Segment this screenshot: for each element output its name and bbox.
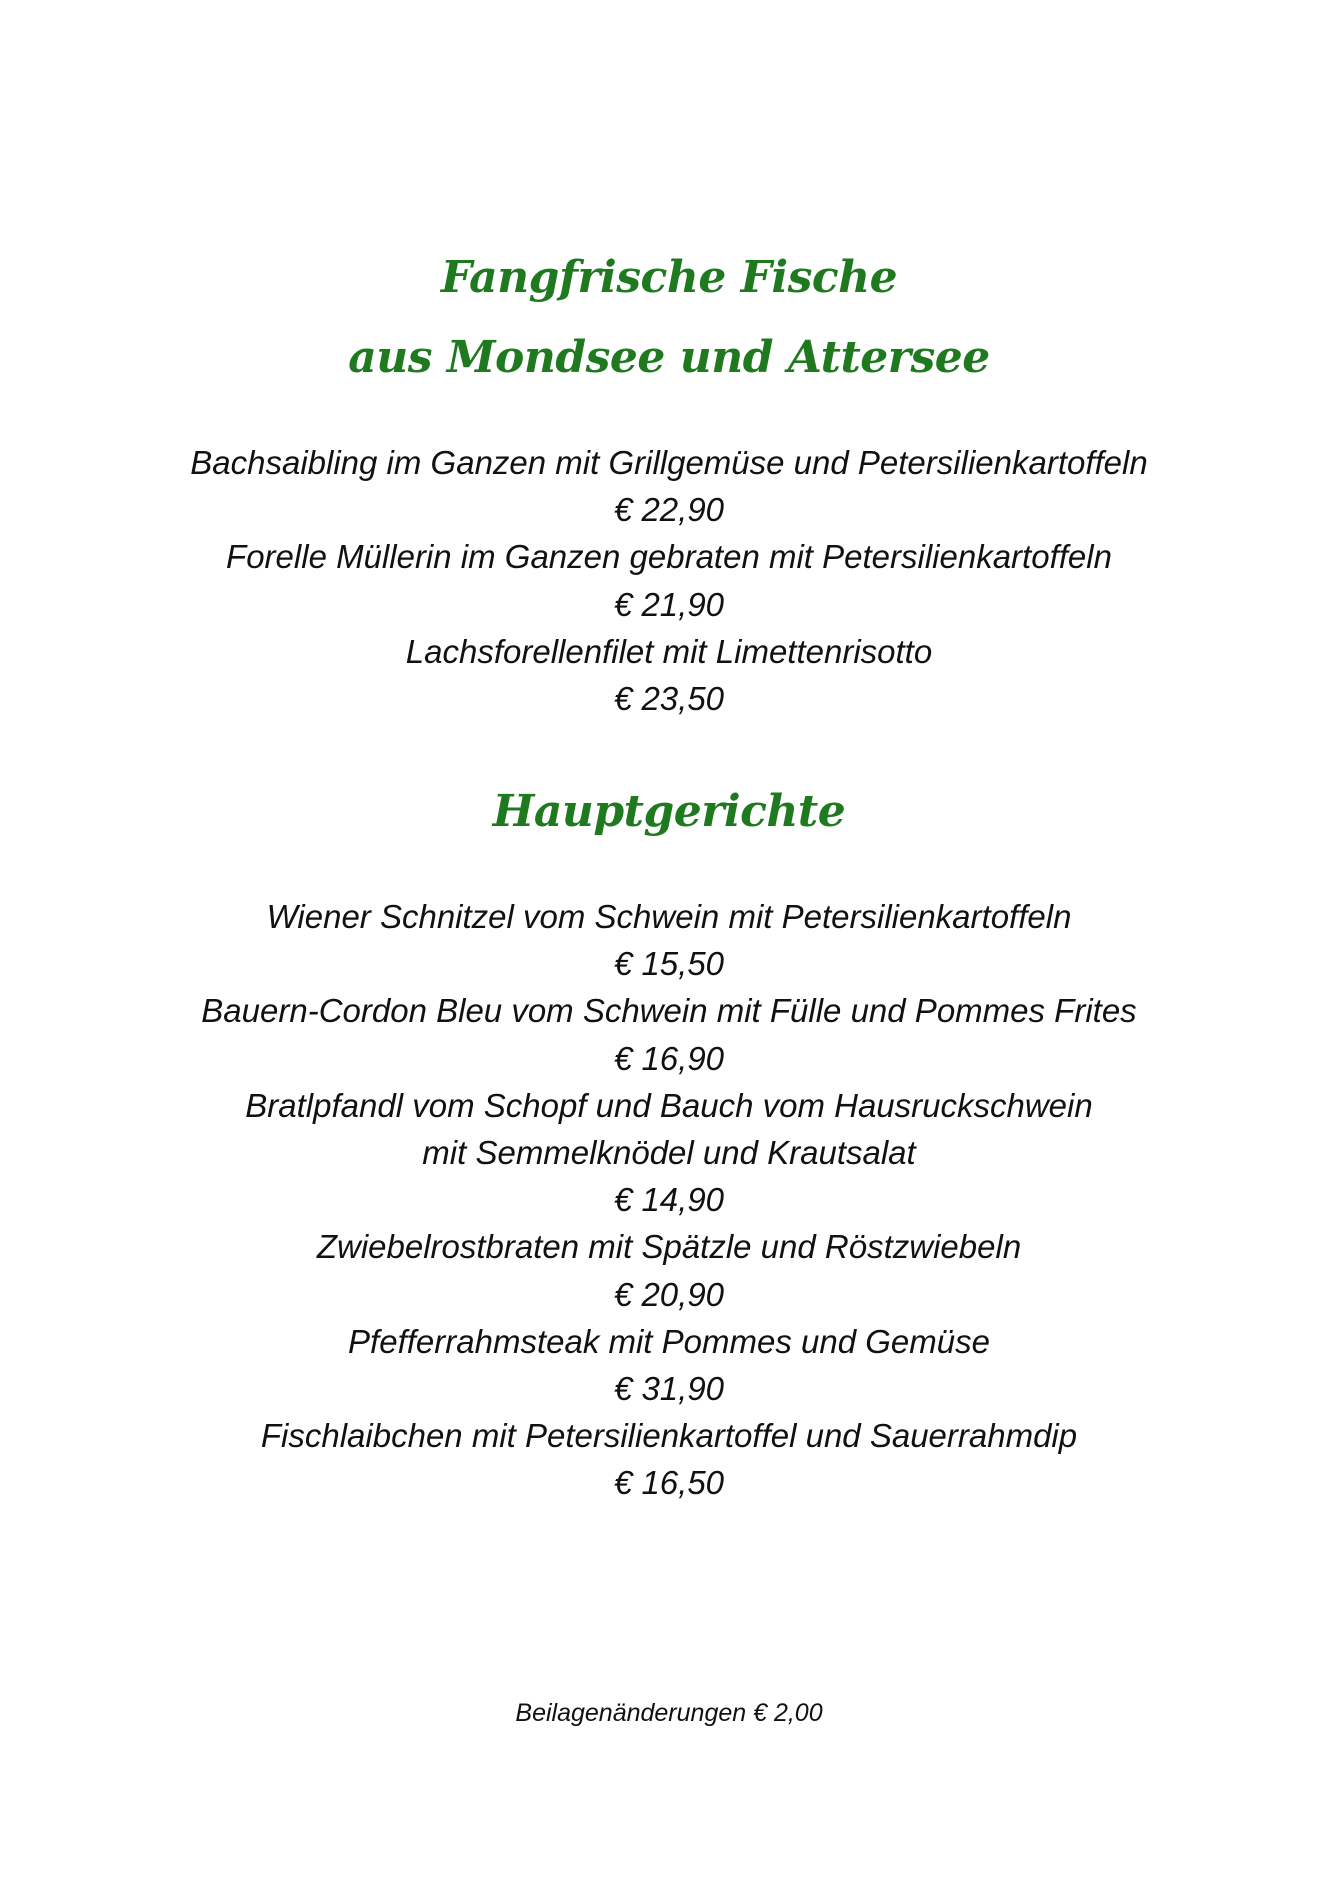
menu-item-description: Bauern-Cordon Bleu vom Schwein mit Fülle und Pommes Frites xyxy=(201,992,1137,1030)
menu-item-description: Fischlaibchen mit Petersilienkartoffel und Sauerrahmdip xyxy=(260,1417,1078,1455)
side-dish-change-note: Beilagenänderungen € 2,00 xyxy=(515,1699,823,1727)
menu-item xyxy=(0,893,1338,987)
menu-item xyxy=(0,1412,1338,1506)
section-title-line: aus Mondsee und Attersee xyxy=(348,332,990,383)
menu-item-price: € 20,90 xyxy=(613,1275,725,1313)
menu-item-price: € 16,50 xyxy=(613,1464,725,1502)
menu-item-description: Lachsforellenfilet mit Limettenrisotto xyxy=(405,632,933,670)
section-title-fish xyxy=(0,238,1338,398)
menu-item xyxy=(0,533,1338,627)
menu-item-description: Forelle Müllerin im Ganzen gebraten mit Petersilienkartoffeln xyxy=(226,538,1112,576)
menu-item xyxy=(0,987,1338,1081)
menu-item-price: € 15,50 xyxy=(613,945,725,983)
menu-items-fish xyxy=(0,439,1338,722)
menu-item-description: Zwiebelrostbraten mit Spätzle und Röstzwiebeln xyxy=(316,1228,1022,1266)
menu-item-price: € 21,90 xyxy=(613,585,725,623)
menu-item-description: Wiener Schnitzel vom Schwein mit Petersilienkartoffeln xyxy=(266,898,1072,935)
menu-item-price: € 23,50 xyxy=(613,680,725,718)
menu-item xyxy=(0,628,1338,722)
menu-item-description: mit Semmelknödel und Krautsalat xyxy=(422,1134,916,1172)
menu-item xyxy=(0,439,1338,533)
menu-item xyxy=(0,1082,1338,1224)
menu-item-price: € 16,90 xyxy=(613,1039,725,1077)
menu-item xyxy=(0,1318,1338,1412)
section-title-line: Hauptgerichte xyxy=(492,786,846,837)
section-title-line: Fangfrische Fische xyxy=(440,252,898,303)
menu-item-description: Bachsaibling im Ganzen mit Grillgemüse und Petersilienkartoffeln xyxy=(190,444,1148,481)
menu-item-description: Pfefferrahmsteak mit Pommes und Gemüse xyxy=(348,1322,990,1360)
menu-items-main xyxy=(0,893,1338,1507)
section-title-main-dishes xyxy=(0,772,1338,852)
menu-item-price: € 14,90 xyxy=(613,1181,725,1219)
menu-item-price: € 31,90 xyxy=(613,1370,725,1408)
menu-item-description: Bratlpfandl vom Schopf und Bauch vom Hausruckschwein xyxy=(245,1086,1093,1124)
menu-item xyxy=(0,1223,1338,1317)
menu-item-price: € 22,90 xyxy=(613,491,725,529)
